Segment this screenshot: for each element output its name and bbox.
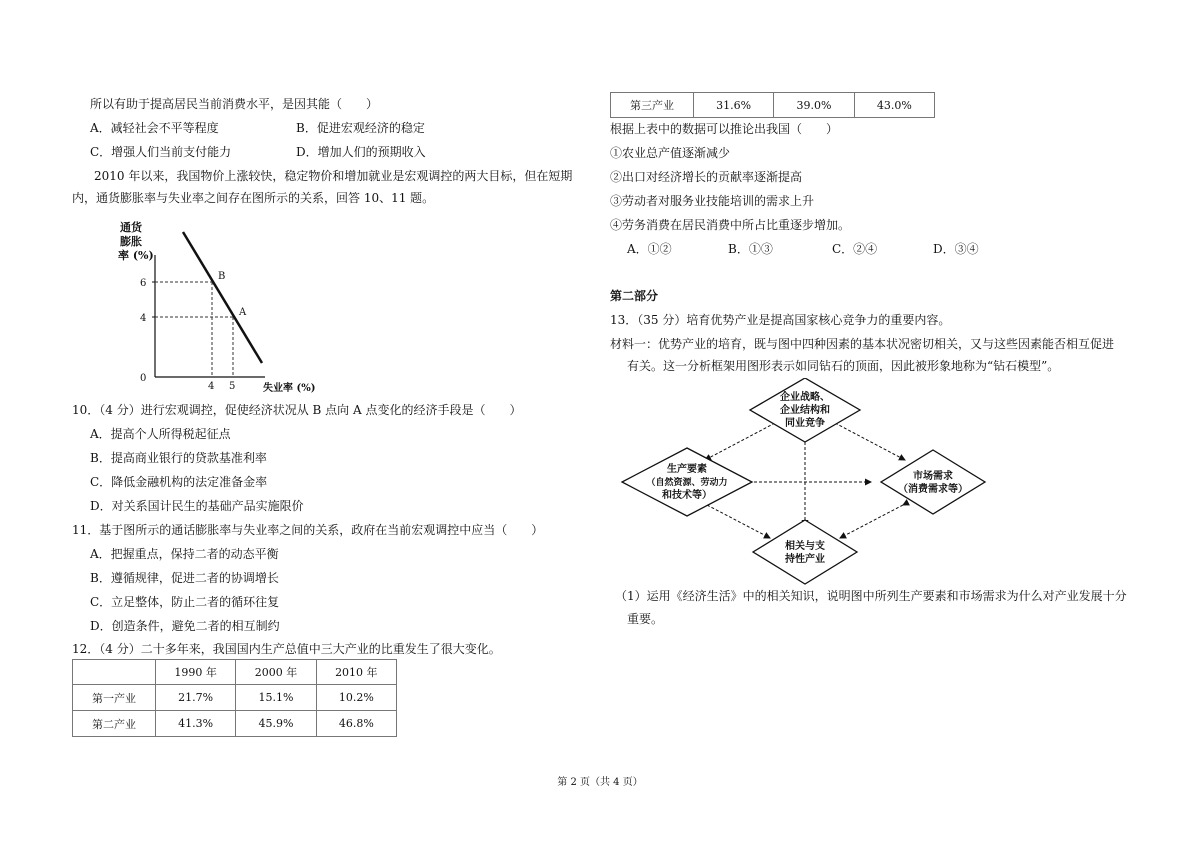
q10-option-c: C．降低金融机构的法定准备金率 (90, 475, 268, 489)
top-diamond-label-3: 同业竞争 (785, 418, 825, 429)
point-a-label: A (239, 307, 247, 318)
q13-part1-line-2: 重要。 (627, 612, 664, 626)
table-header-row (73, 660, 397, 685)
table-row (611, 93, 935, 118)
table-header-cell (73, 660, 156, 685)
table-cell: 31.6% (693, 93, 773, 118)
y-axis-title-2: 膨胀 (120, 235, 142, 248)
q12-statement-3: ③劳动者对服务业技能培训的需求上升 (610, 194, 815, 208)
origin-label: 0 (140, 373, 147, 384)
page-footer: 第 2 页（共 4 页） (557, 777, 643, 788)
x-tick-label-5: 5 (229, 381, 236, 392)
point-b-label: B (218, 271, 226, 282)
right-diamond (881, 450, 985, 514)
right-diamond-label-1: 市场需求 (913, 471, 953, 482)
table-cell: 41.3% (155, 711, 235, 737)
bottom-diamond-label-2: 持性产业 (785, 554, 825, 565)
bottom-diamond-label-1: 相关与支 (785, 541, 825, 552)
y-tick-label-4: 4 (140, 313, 147, 324)
industry-share-table (72, 659, 397, 737)
q9-option-d: D．增加人们的预期收入 (296, 145, 426, 159)
q11-option-b: B．遵循规律，促进二者的协调增长 (90, 571, 279, 585)
table-cell: 第三产业 (611, 93, 694, 118)
q11-option-c: C．立足整体，防止二者的循环往复 (90, 595, 280, 609)
table-cell: 39.0% (774, 93, 854, 118)
q9-option-b: B．促进宏观经济的稳定 (296, 121, 425, 135)
q12-question: 根据上表中的数据可以推论出我国（ ） (610, 122, 839, 136)
diamond-model-diagram (615, 378, 995, 588)
phillips-curve (183, 232, 262, 363)
q11-stem: 11．基于图所示的通话膨胀率与失业率之间的关系，政府在当前宏观调控中应当（ ） (72, 523, 544, 537)
q9-option-a: A．减轻社会不平等程度 (90, 121, 219, 135)
inflation-unemployment-chart (100, 215, 340, 395)
right-diamond-label-2: （消费需求等） (898, 484, 968, 495)
table-cell: 46.8% (316, 711, 396, 737)
top-diamond-label-2: 企业结构和 (780, 405, 830, 416)
x-tick-label-4: 4 (208, 381, 215, 392)
part-two-title: 第二部分 (610, 289, 659, 303)
y-axis-title-3: 率 (%) (118, 249, 154, 262)
table-cell: 45.9% (236, 711, 316, 737)
left-diamond-label-2: （自然资源、劳动力 (646, 478, 728, 488)
table-row (73, 711, 397, 737)
table-row (73, 685, 397, 711)
q12-option-d: D．③④ (933, 242, 979, 256)
table-cell: 第二产业 (73, 711, 156, 737)
table-cell: 第一产业 (73, 685, 156, 711)
q12-option-b: B．①③ (728, 242, 773, 256)
q10-stem: 10．（4 分）进行宏观调控，促使经济状况从 B 点向 A 点变化的经济手段是（ ） (72, 403, 522, 417)
q12-statement-1: ①农业总产值逐渐减少 (610, 146, 731, 160)
connector-top-right (835, 423, 905, 460)
connector-right-bottom (840, 505, 903, 538)
q11-option-a: A．把握重点，保持二者的动态平衡 (90, 547, 279, 561)
q13-part1-line-1: （1）运用《经济生活》中的相关知识，说明图中所列生产要素和市场需求为什么对产业发展十分 (615, 589, 1127, 603)
table-cell: 21.7% (155, 685, 235, 711)
left-diamond-label-3: 和技术等） (662, 490, 712, 501)
y-tick-label-6: 6 (140, 278, 147, 289)
q9-option-c: C．增强人们当前支付能力 (90, 145, 232, 159)
left-diamond-label-1: 生产要素 (667, 464, 707, 475)
connector-top-left (705, 423, 775, 460)
q12-stem: 12．（4 分）二十多年来，我国国内生产总值中三大产业的比重发生了很大变化。 (72, 642, 501, 656)
table-header-cell: 2010 年 (316, 660, 396, 685)
industry-share-table-continued (610, 92, 935, 118)
q9-intro: 所以有助于提高居民当前消费水平，是因其能（ ） (90, 97, 379, 111)
q13-stem: 13．（35 分）培育优势产业是提高国家核心竞争力的重要内容。 (610, 313, 951, 327)
table-cell: 43.0% (854, 93, 934, 118)
q11-option-d: D．创造条件，避免二者的相互制约 (90, 619, 280, 633)
top-diamond-label-1: 企业战略、 (780, 392, 830, 403)
connector-left-bottom (707, 505, 770, 538)
table-header-cell: 2000 年 (236, 660, 316, 685)
table-cell: 15.1% (236, 685, 316, 711)
q10-option-d: D．对关系国计民生的基础产品实施限价 (90, 499, 304, 513)
material-line-1: 2010 年以来，我国物价上涨较快，稳定物价和增加就业是宏观调控的两大目标，但在短期 (94, 169, 573, 183)
q12-statement-4: ④劳务消费在居民消费中所占比重逐步增加。 (610, 218, 851, 232)
table-header-cell: 1990 年 (155, 660, 235, 685)
q12-option-c: C．②④ (832, 242, 878, 256)
q12-option-a: A．①② (627, 242, 672, 256)
material-line-2: 内，通货膨胀率与失业率之间存在图所示的关系，回答 10、11 题。 (72, 191, 435, 205)
q12-statement-2: ②出口对经济增长的贡献率逐渐提高 (610, 170, 803, 184)
x-axis-title: 失业率 (%) (263, 383, 316, 394)
material-one-line-2: 有关。这一分析框架用图形表示如同钻石的顶面，因此被形象地称为“钻石模型”。 (627, 359, 1060, 373)
q10-option-a: A．提高个人所得税起征点 (90, 427, 231, 441)
q10-option-b: B．提高商业银行的贷款基准利率 (90, 451, 267, 465)
bottom-diamond (753, 520, 857, 584)
y-axis-title-1: 通货 (120, 221, 142, 234)
material-one-line-1: 材料一：优势产业的培育，既与图中四种因素的基本状况密切相关，又与这些因素能否相互促进 (610, 337, 1115, 351)
table-cell: 10.2% (316, 685, 396, 711)
